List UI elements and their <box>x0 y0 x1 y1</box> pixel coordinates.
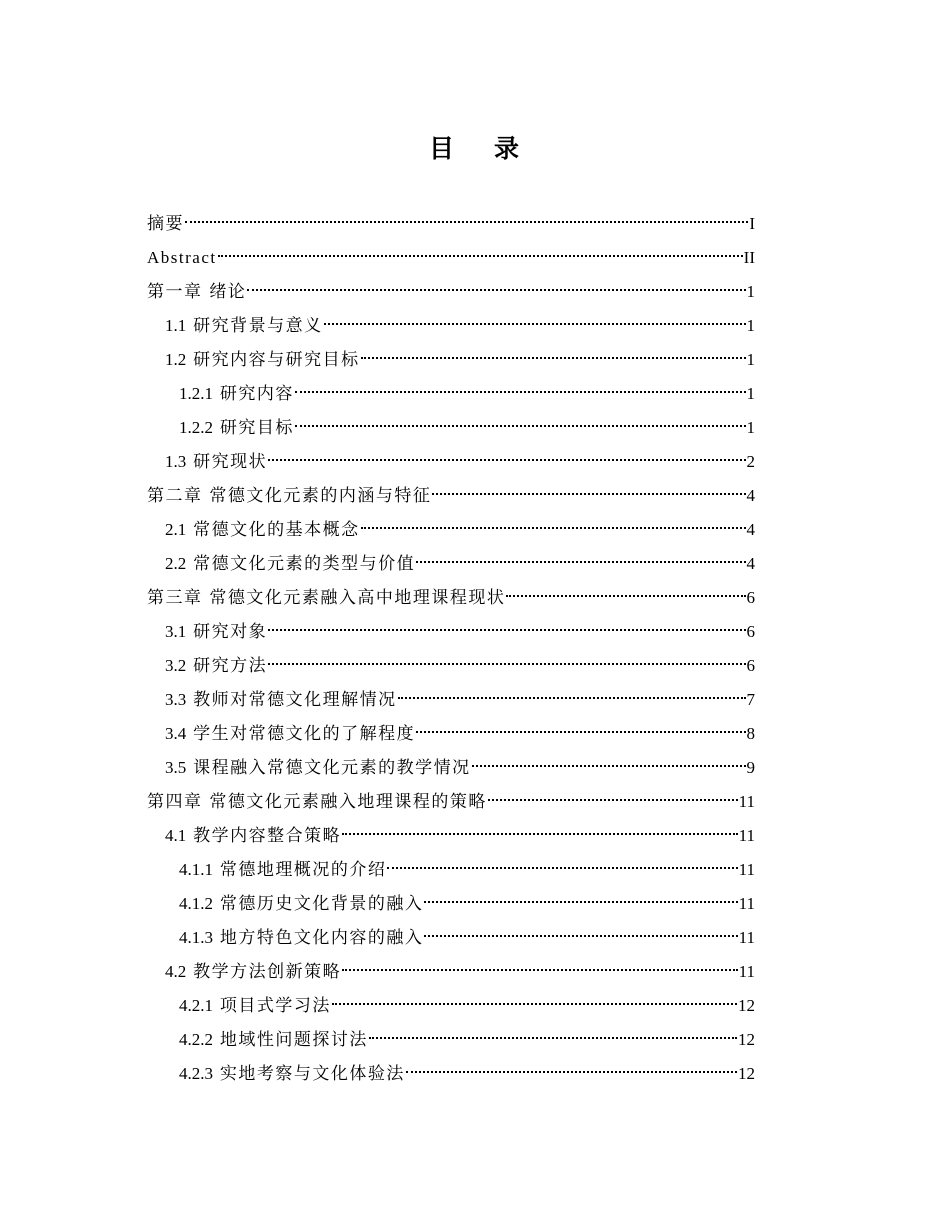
toc-entry[interactable] <box>147 275 755 309</box>
toc-entry[interactable] <box>147 479 755 513</box>
toc-entry-label <box>147 581 505 615</box>
toc-entry-number: 4.1.3 <box>179 928 213 947</box>
dot-leader <box>398 697 746 699</box>
toc-entry-label <box>165 513 360 547</box>
toc-entry-number: 2.1 <box>165 520 187 539</box>
dot-leader <box>361 527 746 529</box>
toc-entry-text: 研究现状 <box>193 452 268 472</box>
toc-entry-text: 研究内容与研究目标 <box>193 350 360 370</box>
dot-leader <box>406 1071 737 1073</box>
toc-entry-page-number: 12 <box>738 1064 755 1083</box>
toc-entry-label <box>165 683 397 717</box>
toc-entry-page-number: 1 <box>746 316 755 335</box>
toc-entry-text: 常德历史文化背景的融入 <box>219 894 424 914</box>
toc-entry-label <box>147 241 217 275</box>
toc-entry-label <box>165 343 360 377</box>
toc-entry-page-number: 11 <box>738 826 755 845</box>
dot-leader <box>295 391 746 393</box>
dot-leader <box>387 867 737 869</box>
toc-entry-text: 教学内容整合策略 <box>193 826 342 846</box>
title-char-1: 目 <box>428 134 456 163</box>
toc-entry-text: 课程融入常德文化元素的教学情况 <box>193 758 471 778</box>
toc-entry-page-number: 1 <box>746 282 755 301</box>
toc-entry-page-number: 11 <box>738 792 755 811</box>
toc-entry-page-number: 4 <box>746 486 755 505</box>
toc-entry-number: 4.1 <box>165 826 187 845</box>
toc-entry-label <box>165 309 323 343</box>
toc-entry-label <box>179 377 294 411</box>
dot-leader <box>342 833 737 835</box>
dot-leader <box>268 629 745 631</box>
dot-leader <box>361 357 746 359</box>
toc-entry-page-number: 8 <box>746 724 755 743</box>
toc-entry-text: 第二章 常德文化元素的内涵与特征 <box>147 486 432 506</box>
toc-entry-number: 3.4 <box>165 724 187 743</box>
toc-entry-label <box>165 615 267 649</box>
toc-entry-text: 教师对常德文化理解情况 <box>193 690 397 710</box>
toc-entry-page-number: 11 <box>738 962 755 981</box>
toc-entry-number: 1.2.1 <box>179 384 213 403</box>
dot-leader <box>332 1003 737 1005</box>
dot-leader <box>416 731 745 733</box>
toc-entry-text: 教学方法创新策略 <box>193 962 342 982</box>
toc-entry-number: 1.2 <box>165 350 187 369</box>
toc-entry-label <box>179 921 423 955</box>
toc-entry[interactable] <box>147 649 755 683</box>
dot-leader <box>295 425 746 427</box>
toc-entry-label <box>147 785 487 819</box>
toc-entry[interactable] <box>147 411 755 445</box>
toc-entry-number: 4.1.1 <box>179 860 213 879</box>
dot-leader <box>416 561 745 563</box>
toc-entry-label <box>147 275 246 309</box>
toc-entry[interactable] <box>147 581 755 615</box>
dot-leader <box>218 255 743 257</box>
toc-entry-text: 研究目标 <box>219 418 294 438</box>
toc-entry-text: 研究内容 <box>219 384 294 404</box>
dot-leader <box>185 221 748 223</box>
toc-entry-text: 第一章 绪论 <box>147 282 247 302</box>
toc-entry-label <box>179 1023 368 1057</box>
toc-entry-number: 3.3 <box>165 690 187 709</box>
toc-entry-page-number: 4 <box>746 554 755 573</box>
toc-entry-number: 3.2 <box>165 656 187 675</box>
toc-entry-text: 学生对常德文化的了解程度 <box>193 724 416 744</box>
dot-leader <box>506 595 745 597</box>
toc-entry[interactable] <box>147 683 755 717</box>
toc-entry-text: 项目式学习法 <box>219 996 331 1016</box>
dot-leader <box>247 289 745 291</box>
toc-entry-page-number: 11 <box>738 928 755 947</box>
toc-entry-page-number: 12 <box>738 996 755 1015</box>
toc-entry-page-number: 9 <box>746 758 755 777</box>
toc-entry[interactable] <box>147 921 755 955</box>
toc-entry-page-number: II <box>743 248 755 267</box>
toc-entry-number: 1.3 <box>165 452 187 471</box>
toc-entry-label <box>165 445 267 479</box>
toc-entry-text: 第四章 常德文化元素融入地理课程的策略 <box>147 792 487 812</box>
dot-leader <box>488 799 738 801</box>
toc-entry-text: 研究方法 <box>193 656 268 676</box>
toc-entry-page-number: 7 <box>746 690 755 709</box>
toc-entry[interactable] <box>147 445 755 479</box>
dot-leader <box>424 935 737 937</box>
toc-entry-label <box>165 547 415 581</box>
toc-entry-page-number: I <box>749 214 755 233</box>
toc-entry-label <box>147 207 184 241</box>
toc-entry-page-number: 1 <box>746 418 755 437</box>
toc-entry-number: 2.2 <box>165 554 187 573</box>
toc-entry-label <box>165 955 341 989</box>
toc-entry-label <box>179 1057 405 1091</box>
toc-entry-page-number: 2 <box>746 452 755 471</box>
toc-entry-number: 4.2 <box>165 962 187 981</box>
toc-entry-page-number: 11 <box>738 860 755 879</box>
dot-leader <box>268 663 745 665</box>
toc-entry-label <box>165 819 341 853</box>
toc-entry[interactable] <box>147 615 755 649</box>
toc-entry[interactable] <box>147 785 755 819</box>
toc-entry-number: 4.1.2 <box>179 894 213 913</box>
dot-leader <box>342 969 737 971</box>
toc-entry[interactable] <box>147 207 755 241</box>
toc-entry-page-number: 4 <box>746 520 755 539</box>
toc-entry-text: 常德文化元素的类型与价值 <box>193 554 416 574</box>
toc-entry[interactable] <box>147 887 755 921</box>
toc-entry-label <box>179 853 386 887</box>
toc-entry[interactable] <box>147 547 755 581</box>
table-of-contents <box>147 207 755 1091</box>
toc-entry-text: 地方特色文化内容的融入 <box>219 928 424 948</box>
toc-entry-page-number: 12 <box>738 1030 755 1049</box>
toc-entry[interactable] <box>147 1023 755 1057</box>
dot-leader <box>324 323 746 325</box>
toc-entry-text: 研究背景与意义 <box>193 316 323 336</box>
title-char-2: 录 <box>494 134 522 163</box>
toc-entry[interactable] <box>147 853 755 887</box>
toc-entry-text: 常德文化的基本概念 <box>193 520 360 540</box>
toc-entry-text: 常德地理概况的介绍 <box>219 860 387 880</box>
toc-entry-label <box>147 479 431 513</box>
toc-entry[interactable] <box>147 343 755 377</box>
toc-entry-label <box>165 649 267 683</box>
toc-entry-label <box>179 989 331 1023</box>
toc-entry[interactable] <box>147 989 755 1023</box>
toc-entry[interactable] <box>147 513 755 547</box>
dot-leader <box>472 765 746 767</box>
toc-entry-text: 第三章 常德文化元素融入高中地理课程现状 <box>147 588 506 608</box>
dot-leader <box>432 493 745 495</box>
toc-entry-text: Abstract <box>147 248 217 267</box>
toc-entry-number: 3.1 <box>165 622 187 641</box>
toc-entry-page-number: 6 <box>746 622 755 641</box>
toc-entry[interactable] <box>147 717 755 751</box>
toc-entry-page-number: 1 <box>746 384 755 403</box>
toc-entry-text: 研究对象 <box>193 622 268 642</box>
toc-entry-page-number: 6 <box>746 588 755 607</box>
toc-entry-number: 4.2.3 <box>179 1064 213 1083</box>
toc-entry-label <box>165 751 471 785</box>
toc-entry[interactable] <box>147 751 755 785</box>
toc-entry-text: 摘要 <box>147 214 184 234</box>
toc-entry-text: 实地考察与文化体验法 <box>219 1064 405 1084</box>
toc-entry-number: 1.2.2 <box>179 418 213 437</box>
dot-leader <box>268 459 745 461</box>
toc-entry-number: 4.2.1 <box>179 996 213 1015</box>
toc-entry-page-number: 1 <box>746 350 755 369</box>
toc-entry[interactable] <box>147 377 755 411</box>
toc-entry-text: 地域性问题探讨法 <box>219 1030 368 1050</box>
toc-entry-label <box>179 411 294 445</box>
toc-entry-number: 1.1 <box>165 316 187 335</box>
toc-entry[interactable] <box>147 309 755 343</box>
toc-entry-label <box>179 887 423 921</box>
page-title <box>0 131 950 167</box>
toc-entry[interactable] <box>147 1057 755 1091</box>
toc-entry-label <box>165 717 415 751</box>
toc-entry-number: 3.5 <box>165 758 187 777</box>
toc-entry[interactable] <box>147 241 755 275</box>
toc-entry[interactable] <box>147 819 755 853</box>
dot-leader <box>369 1037 737 1039</box>
toc-entry-page-number: 11 <box>738 894 755 913</box>
toc-entry[interactable] <box>147 955 755 989</box>
toc-entry-number: 4.2.2 <box>179 1030 213 1049</box>
dot-leader <box>424 901 737 903</box>
toc-entry-page-number: 6 <box>746 656 755 675</box>
